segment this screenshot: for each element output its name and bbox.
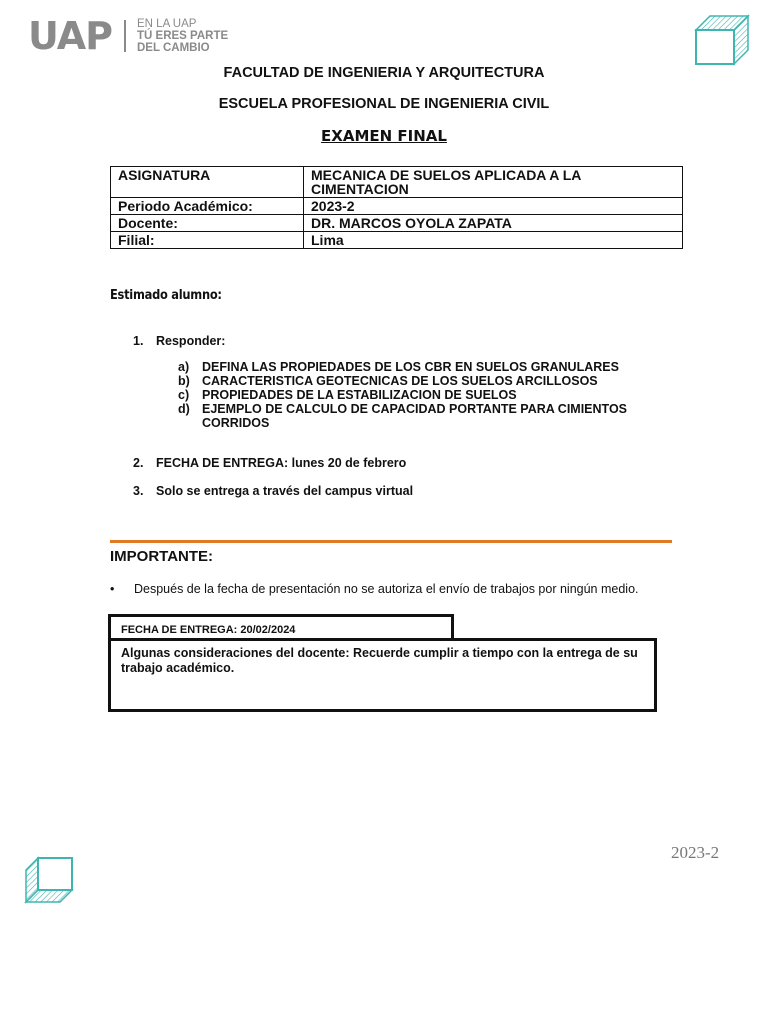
list-item xyxy=(178,360,658,374)
list-letter: d) xyxy=(178,402,190,416)
table-label: Docente: xyxy=(111,215,304,232)
list-item xyxy=(178,402,658,430)
instruction-2: FECHA DE ENTREGA: lunes 20 de febrero xyxy=(156,456,407,470)
logo-slogan xyxy=(137,18,228,54)
orange-divider xyxy=(110,540,672,543)
table-label: Periodo Académico: xyxy=(111,198,304,215)
faculty-title: FACULTAD DE INGENIERIA Y ARQUITECTURA xyxy=(223,65,545,81)
list-number: 3. xyxy=(133,484,144,498)
subitem-text: DEFINA LAS PROPIEDADES DE LOS CBR EN SUELOS GRANULARES xyxy=(202,360,619,374)
table-row xyxy=(111,198,683,215)
table-row xyxy=(111,167,683,198)
list-letter: a) xyxy=(178,360,190,374)
subitem-text: CARACTERISTICA GEOTECNICAS DE LOS SUELOS ARCILLOSOS xyxy=(202,374,598,388)
footer-year: 2023-2 xyxy=(671,843,720,862)
table-label: ASIGNATURA xyxy=(111,167,304,198)
table-value: DR. MARCOS OYOLA ZAPATA xyxy=(304,215,683,232)
logo-divider xyxy=(124,20,126,52)
table-row xyxy=(111,232,683,249)
delivery-date-box xyxy=(108,614,454,641)
bullet-icon: • xyxy=(110,582,115,596)
table-label: Filial: xyxy=(111,232,304,249)
table-value: 2023-2 xyxy=(304,198,683,215)
subitem-text: PROPIEDADES DE LA ESTABILIZACION DE SUELOS xyxy=(202,388,517,402)
list-number: 1. xyxy=(133,334,144,348)
slogan-line-2: TÚ ERES PARTE xyxy=(137,30,229,42)
cube-icon-bottom xyxy=(24,856,74,904)
table-value: MECANICA DE SUELOS APLICADA A LA CIMENTACION xyxy=(304,167,683,198)
list-number: 2. xyxy=(133,456,144,470)
subitem-text: EJEMPLO DE CALCULO DE CAPACIDAD PORTANTE PARA CIMIENTOS CORRIDOS xyxy=(202,402,628,430)
list-item xyxy=(178,388,658,402)
exam-title: EXAMEN FINAL xyxy=(321,127,447,145)
table-value: Lima xyxy=(304,232,683,249)
cube-icon-top xyxy=(694,14,750,66)
list-letter: c) xyxy=(178,388,190,402)
teacher-notes-box xyxy=(108,638,657,712)
list-item xyxy=(178,374,658,388)
important-bullet xyxy=(110,582,639,596)
slogan-line-1: EN LA UAP xyxy=(137,18,197,30)
school-title: ESCUELA PROFESIONAL DE INGENIERIA CIVIL xyxy=(218,96,550,112)
instruction-1: Responder: xyxy=(156,334,226,348)
greeting: Estimado alumno: xyxy=(110,288,222,303)
course-info-table xyxy=(110,166,683,249)
table-row xyxy=(111,215,683,232)
subitem-list xyxy=(178,360,658,430)
instruction-3: Solo se entrega a través del campus virtual xyxy=(156,484,414,498)
list-letter: b) xyxy=(178,374,190,388)
uap-logo: UAP xyxy=(28,14,112,58)
important-heading: IMPORTANTE: xyxy=(110,548,214,565)
delivery-date-label: FECHA DE ENTREGA: 20/02/2024 xyxy=(121,624,296,636)
important-text: Después de la fecha de presentación no se autoriza el envío de trabajos por ningún medio. xyxy=(134,582,639,596)
teacher-notes: Algunas consideraciones del docente: Recuerde cumplir a tiempo con la entrega de su trabajo académico. xyxy=(121,646,638,675)
slogan-line-3: DEL CAMBIO xyxy=(137,42,210,54)
